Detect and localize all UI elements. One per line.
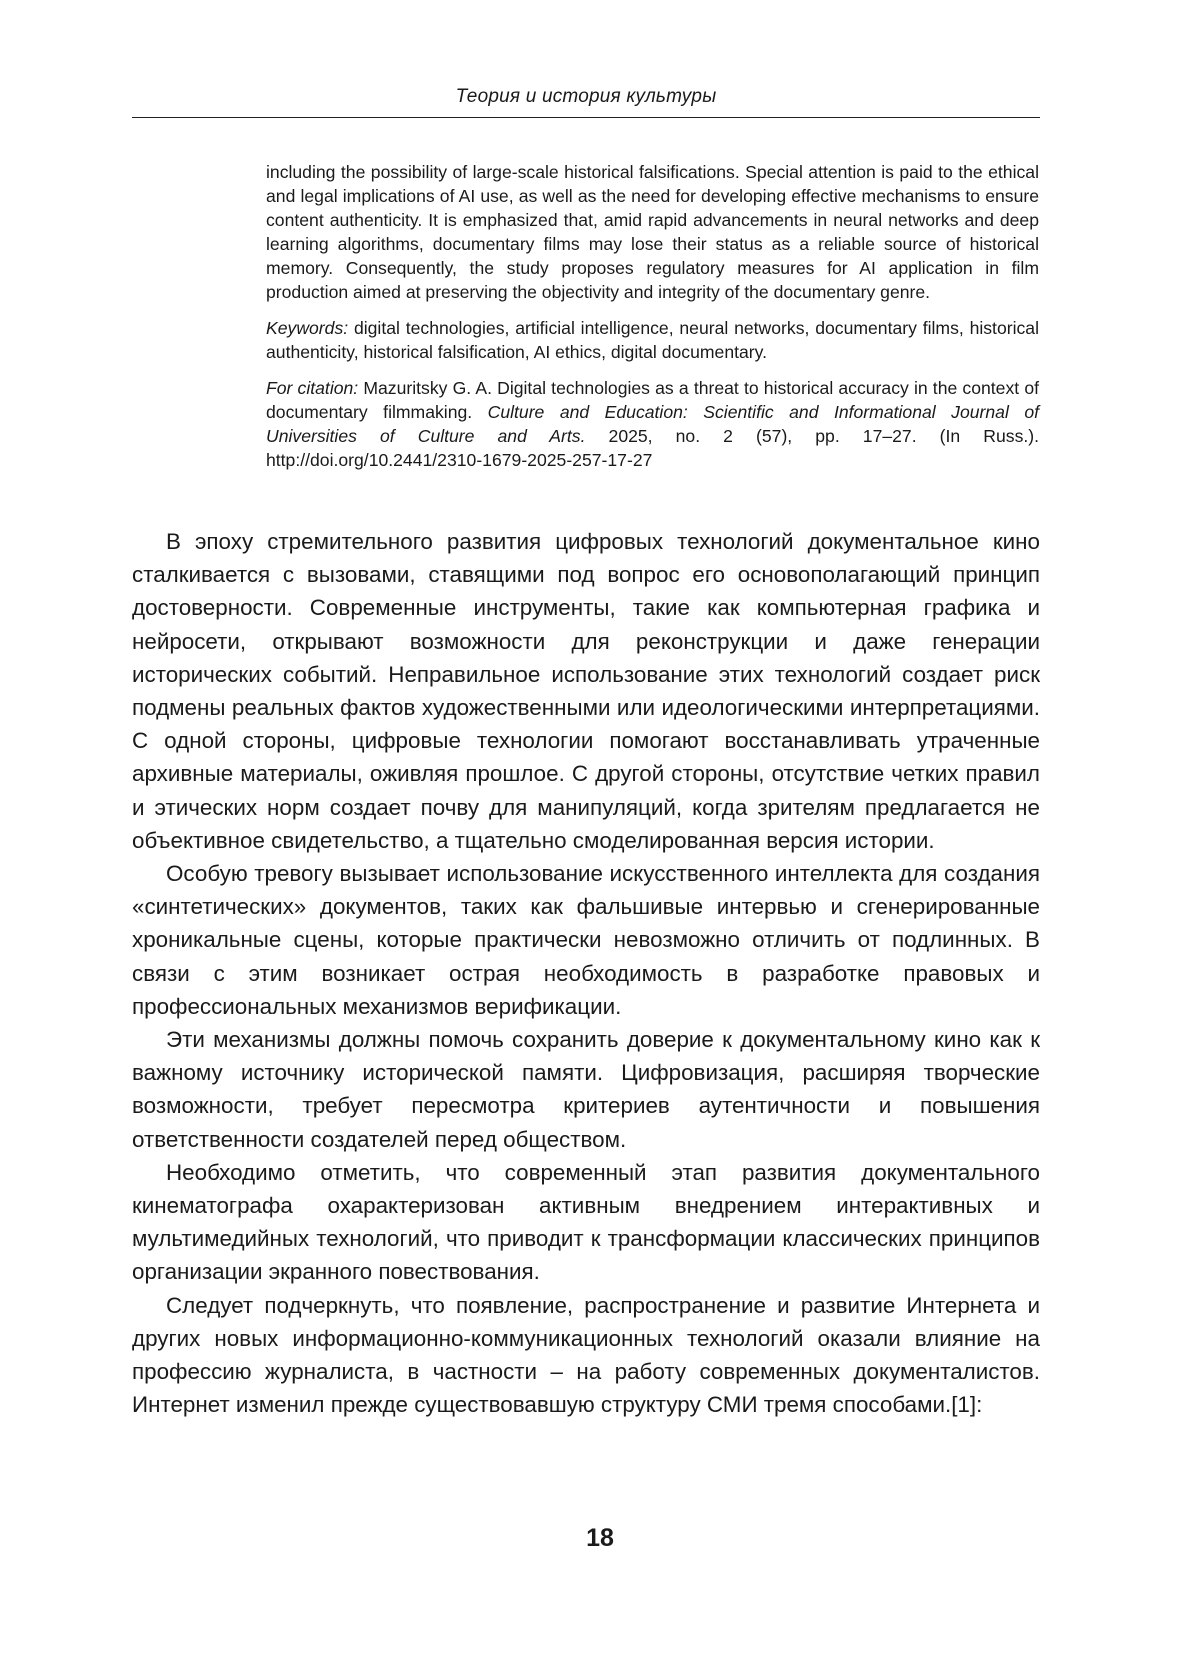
keywords xyxy=(266,316,1039,364)
citation-journal: Culture and Education: Scientific and Informational Journal of Universities of Culture and Arts. xyxy=(266,402,1039,446)
page-number: 18 xyxy=(586,1524,614,1552)
citation xyxy=(266,376,1039,472)
running-header: Теория и история культуры xyxy=(455,86,717,107)
header-rule xyxy=(132,117,1040,118)
citation-text-1: Mazuritsky G. A. Digital technologies as a threat to historical accuracy in the context of documentary filmmaking. xyxy=(266,378,1039,422)
body-paragraph-2: Особую тревогу вызывает использование искусственного интеллекта для создания «синтетических» документов, таких как фальшивые интервью и сгенерированные хроникальные сцены, которые практически невозможно отличить от подлинных. В связи с этим возникает острая необходимость в разработке правовых и профессиональных механизмов верификации. xyxy=(132,861,1040,1019)
abstract-text: including the possibility of large-scale historical falsifications. Special attention is paid to the ethical and legal implications of AI use, as well as the need for developing effective mechanisms to ensure content authenticity. It is emphasized that, amid rapid advancements in neural networks and deep learning algorithms, documentary films may lose their status as a reliable source of historical memory. Consequently, the study proposes regulatory measures for AI application in film production aimed at preserving the objectivity and integrity of the documentary genre. xyxy=(266,162,1039,302)
body-paragraph-3: Эти механизмы должны помочь сохранить доверие к документальному кино как к важному источнику исторической памяти. Цифровизация, расширяя творческие возможности, требует пересмотра критериев аутентичности и повышения ответственности создателей перед обществом. xyxy=(132,1027,1040,1152)
body-paragraph-4: Необходимо отметить, что современный этап развития документального кинематографа охарактеризован активным внедрением интерактивных и мультимедийных технологий, что приводит к трансформации классических принципов организации экранного повествования. xyxy=(132,1159,1040,1285)
citation-label: For citation: xyxy=(266,378,359,398)
article-body xyxy=(132,525,1040,1421)
keywords-text: digital technologies, artificial intelligence, neural networks, documentary films, historical authenticity, historical falsification, AI ethics, digital documentary. xyxy=(266,318,1039,362)
abstract-block xyxy=(266,160,1039,484)
keywords-label: Keywords: xyxy=(266,318,349,338)
citation-text-2: 2025, no. 2 (57), pp. 17–27. (In Russ.). http://doi.org/10.2441/2310-1679-2025-257-17-27 xyxy=(266,426,1039,470)
body-paragraph-1: В эпоху стремительного развития цифровых технологий документальное кино сталкивается с вызовами, ставящими под вопрос его основополагающий принцип достоверности. Современные инструменты, такие как компьютерная графика и нейросети, открывают возможности для реконструкции и даже генерации исторических событий. Неправильное использование этих технологий создает риск подмены реальных фактов художественными или идеологическими интерпретациями. С одной стороны, цифровые технологии помогают восстанавливать утраченные архивные материалы, оживляя прошлое. С другой стороны, отсутствие четких правил и этических норм создает почву для манипуляций, когда зрителям предлагается не объективное свидетельство, а тщательно смоделированная версия истории. xyxy=(132,529,1040,853)
body-paragraph-5: Следует подчеркнуть, что появление, распространение и развитие Интернета и других новых информационно-коммуникационных технологий оказали влияние на профессию журналиста, в частности – на работу современных документалистов. Интернет изменил прежде существовавшую структуру СМИ тремя способами.[1]: xyxy=(132,1292,1040,1418)
